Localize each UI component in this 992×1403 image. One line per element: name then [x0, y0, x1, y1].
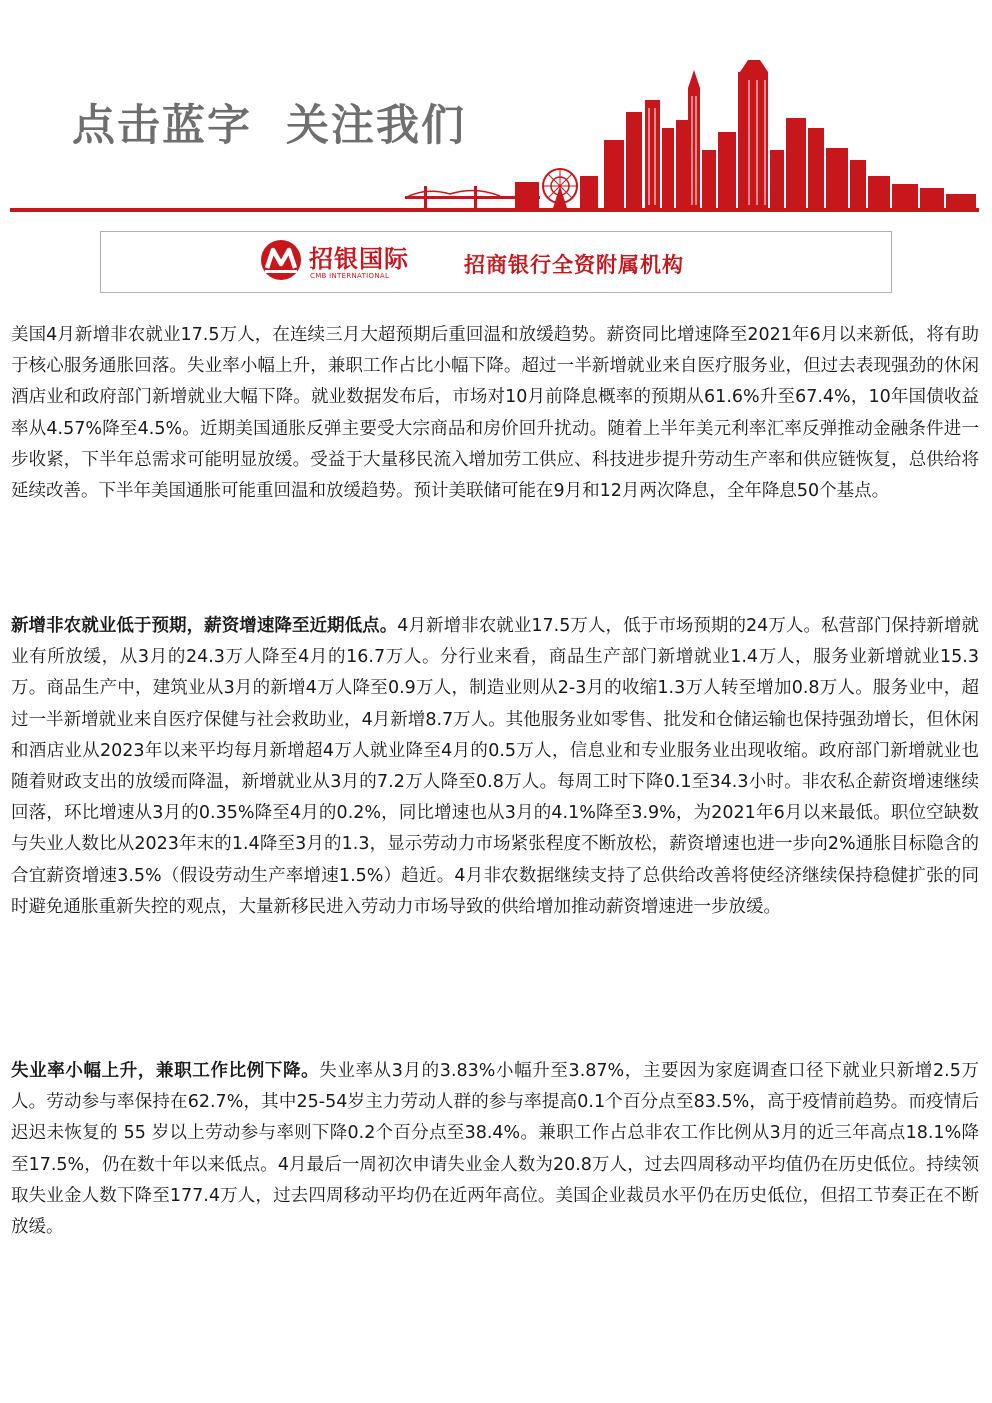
city-skyline-banner [0, 0, 992, 220]
paragraph-summary [11, 320, 979, 507]
page-header [0, 0, 992, 220]
paragraph-body: 4月新增非农就业17.5万人，低于市场预期的24万人。私营部门保持新增就业有所放缓，从3月的24.3万人降至4月的16.7万人。分行业来看，商品生产部门新增就业1.4万人，服务业新增就业15.3万。商品生产中，建筑业从3月的新增4万人降至0.9万人，制造业则从2-3月的收缩1.3万人转至增加0.8万人。服务业中，超过一半新增就业来自医疗保健与社会救助业，4月新增8.7万人。其他服务业如零售、批发和仓储运输也保持强劲增长，但休闲和酒店业从2023年以来平均每月新增超4万人就业降至4月的0.5万人，信息业和专业服务业出现收缩。政府部门新增就业也随着财政支出的放缓而降温，新增就业从3月的7.2万人降至0.8万人。每周工时下降0.1至34.3小时。非农私企薪资增速继续回落，环比增速从3月的0.35%降至4月的0.2%，同比增速也从3月的4.1%降至3.9%，为2021年6月以来最低。职位空缺数与失业人数比从2023年末的1.4降至3月的1.3，显示劳动力市场紧张程度不断放松，薪资增速也进一步向2%通胀目标隐含的合宜薪资增速3.5%（假设劳动生产率增速1.5%）趋近。4月非农数据继续支持了总供给改善将使经济继续保持稳健扩张的同时避免通胀重新失控的观点，大量新移民进入劳动力市场导致的供给增加推动薪资增速进一步放缓。 [11, 616, 979, 917]
paragraph-payrolls [11, 611, 979, 923]
brand-name: 招银国际 [309, 245, 409, 273]
follow-us-title[interactable]: 点击蓝字 关注我们 [72, 101, 466, 151]
paragraph-body: 美国4月新增非农就业17.5万人，在连续三月大超预期后重回温和放缓趋势。薪资同比增速降至2021年6月以来新低，将有助于核心服务通胀回落。失业率小幅上升，兼职工作占比小幅下降。超过一半新增就业来自医疗服务业，但过去表现强劲的休闲酒店业和政府部门新增就业大幅下降。就业数据发布后，市场对10月前降息概率的预期从61.6%升至67.4%，10年国债收益率从4.57%降至4.5%。近期美国通胀反弹主要受大宗商品和房价回升扰动。随着上半年美元利率汇率反弹推动金融条件进一步收紧，下半年总需求可能明显放缓。受益于大量移民流入增加劳工供应、科技进步提升劳动生产率和供应链恢复，总供给将延续改善。下半年美国通胀可能重回温和放缓趋势。预计美联储可能在9月和12月两次降息，全年降息50个基点。 [11, 325, 979, 502]
paragraph-body: 失业率从3月的3.83%小幅升至3.87%，主要因为家庭调查口径下就业只新增2.5万人。劳动参与率保持在62.7%，其中25-54岁主力劳动人群的参与率提高0.1个百分点至83.5%，高于疫情前趋势。而疫情后迟迟未恢复的 55 岁以上劳动参与率则下降0.2个百分点至38.4%。兼职工作占总非农工作比例从3月的近三年高点18.1%降至17.5%，仍在数十年以来低点。4月最后一周初次申请失业金人数为20.8万人，过去四周移动平均值仍在历史低位。持续领取失业金人数下降至177.4万人，过去四周移动平均仍在近两年高位。美国企业裁员水平仍在历史低位，但招工节奏正在不断放缓。 [11, 1061, 979, 1238]
cmb-logo-icon [259, 238, 303, 282]
brand-tagline: 招商银行全资附属机构 [464, 253, 684, 277]
brand-banner[interactable] [100, 231, 892, 293]
paragraph-unemployment [11, 1056, 979, 1243]
paragraph-lead: 新增非农就业低于预期，薪资增速降至近期低点。 [11, 616, 398, 636]
paragraph-lead: 失业率小幅上升，兼职工作比例下降。 [11, 1061, 320, 1081]
brand-name-en: CMB INTERNATIONAL [310, 272, 390, 280]
